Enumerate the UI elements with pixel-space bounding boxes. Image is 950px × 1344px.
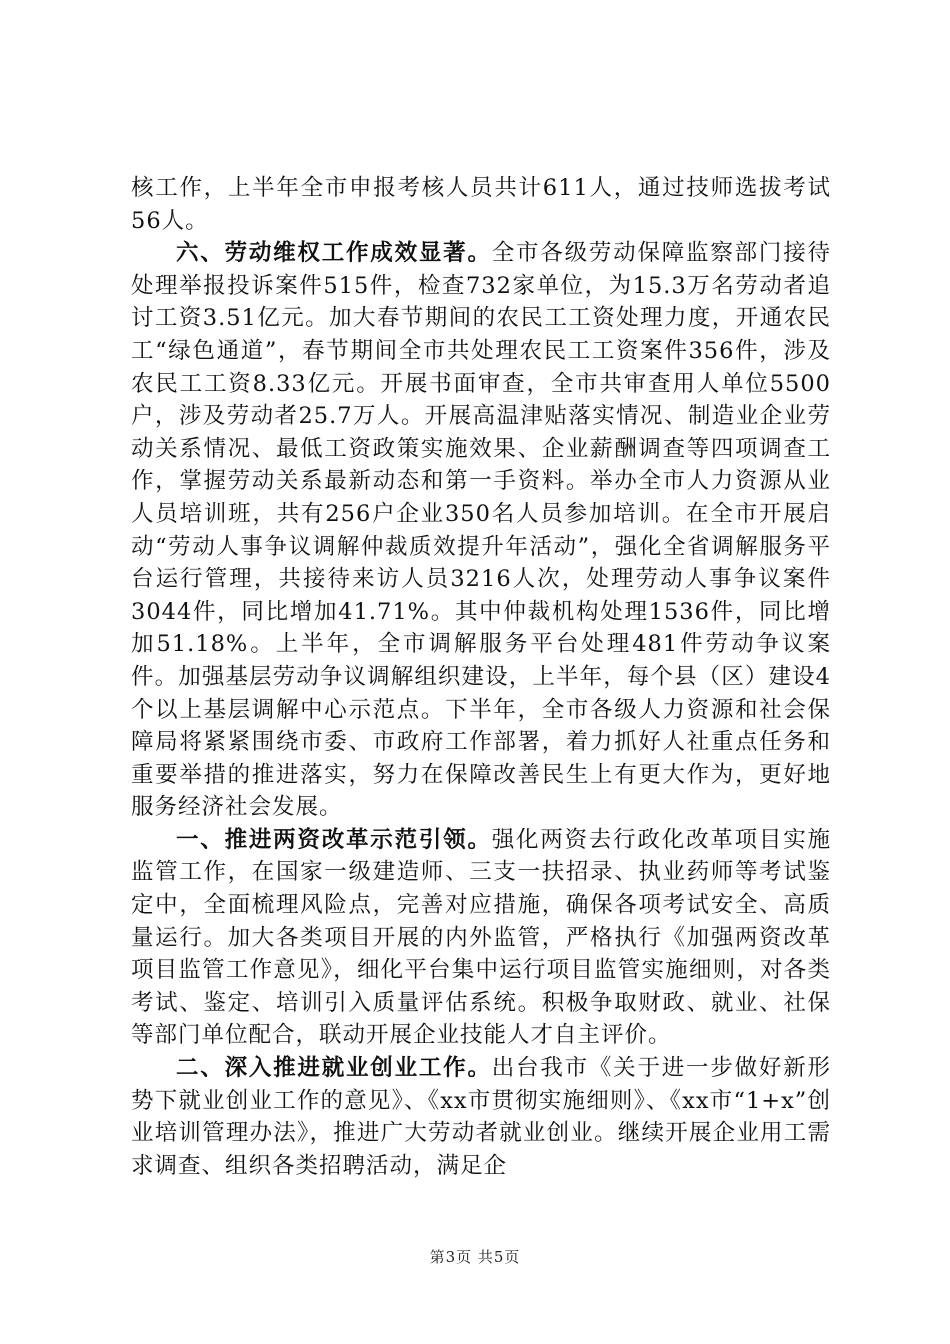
paragraph-text: 出台我市《关于进一步做好新形势下就业创业工作的意见》、《xx市贯彻实施细则》、《xx市“1+x”创业培训管理办法》，推进广大劳动者就业创业。继续开展企业用工需求调查、组织各类招聘活动，满足企 [131, 1055, 831, 1179]
paragraph-text: 强化两资去行政化改革项目实施监管工作，在国家一级建造师、三支一扶招录、执业药师等考试鉴定中，全面梳理风险点，完善对应措施，确保各项考试安全、高质量运行。加大各类项目开展的内外监管，严格执行《加强两资改革项目监管工作意见》，细化平台集中运行项目监管实施细则，对各类考试、鉴定、培训引入质量评估系统。积极争取财政、就业、社保等部门单位配合，联动开展企业技能人才自主评价。 [131, 826, 831, 1049]
document-body [131, 172, 831, 1182]
paragraph-text: 核工作，上半年全市申报考核人员共计611人，通过技师选拔考试56人。 [131, 175, 831, 234]
paragraph-text: 全市各级劳动保障监察部门接待处理举报投诉案件515件，检查732家单位，为15.3万名劳动者追讨工资3.51亿元。加大春节期间的农民工工资处理力度，开通农民工“绿色通道”，春节期间全市共处理农民工工资案件356件，涉及农民工工资8.33亿元。开展书面审查，全市共审查用人单位5500户，涉及劳动者25.7万人。开展高温津贴落实情况、制造业企业劳动关系情况、最低工资政策实施效果、企业薪酬调查等四项调查工作，掌握劳动关系最新动态和第一手资料。举办全市人力资源从业人员培训班，共有256户企业350名人员参加培训。在全市开展启动“劳动人事争议调解仲裁质效提升年活动”，强化全省调解服务平台运行管理，共接待来访人员3216人次，处理劳动人事争议案件3044件，同比增加41.71%。其中仲裁机构处理1536件，同比增加51.18%。上半年，全市调解服务平台处理481件劳动争议案件。加强基层劳动争议调解组织建设，上半年，每个县（区）建设4个以上基层调解中心示范点。下半年，全市各级人力资源和社会保障局将紧紧围绕市委、市政府工作部署，着力抓好人社重点任务和重要举措的推进落实，努力在保障改善民生上有更大作为，更好地服务经济社会发展。 [131, 240, 831, 821]
paragraph-heading: 一、推进两资改革示范引领。 [176, 826, 492, 853]
paragraph-heading: 六、劳动维权工作成效显著。 [176, 240, 492, 267]
paragraph-heading: 二、深入推进就业创业工作。 [176, 1055, 492, 1082]
paragraph-reform-demo [131, 824, 831, 1052]
page-footer: 第3页 共5页 [429, 1248, 521, 1266]
paragraph-continuation [131, 172, 831, 237]
paragraph-labor-rights [131, 237, 831, 824]
paragraph-employment [131, 1052, 831, 1182]
